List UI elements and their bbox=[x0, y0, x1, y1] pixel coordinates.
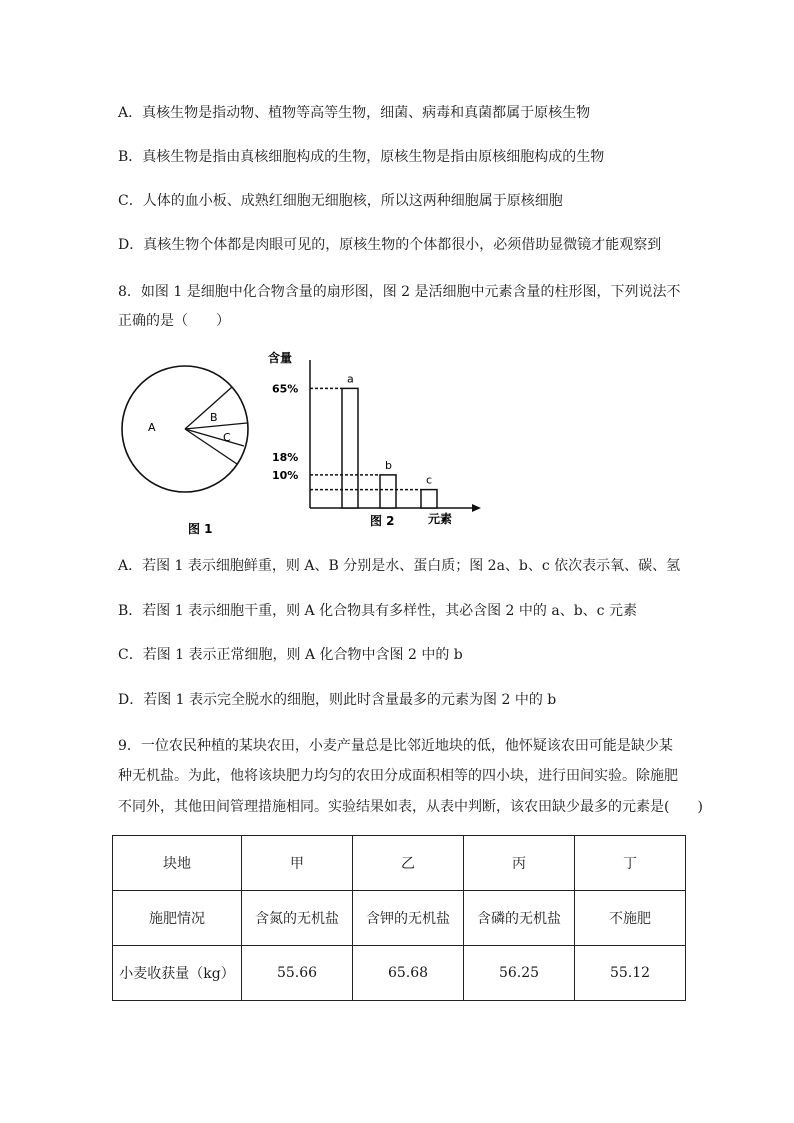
figure-2-bar-chart bbox=[268, 350, 481, 528]
table-cell: 55.12 bbox=[575, 946, 686, 1001]
x-axis-arrow bbox=[472, 504, 481, 512]
table-row bbox=[113, 891, 686, 946]
q7-option-a: A．真核生物是指动物、植物等高等生物，细菌、病毒和真菌都属于原核生物 bbox=[118, 105, 591, 121]
q7-option-d: D．真核生物个体都是肉眼可见的，原核生物的个体都很小，必须借助显微镜才能观察到 bbox=[118, 237, 662, 253]
table-cell: 含钾的无机盐 bbox=[353, 891, 464, 946]
figure-group bbox=[110, 340, 490, 540]
pie-label-a: A bbox=[148, 421, 156, 434]
table-row bbox=[113, 946, 686, 1001]
bar-b bbox=[380, 475, 396, 508]
bar-label-c: c bbox=[426, 473, 433, 487]
q9-stem-line-2: 种无机盐。为此，他将该块肥力均匀的农田分成面积相等的四小块，进行田间实验。除施肥 bbox=[118, 768, 678, 784]
table-cell: 乙 bbox=[353, 836, 464, 891]
q8-option-b: B．若图 1 表示细胞干重，则 A 化合物具有多样性，其必含图 2 中的 a、b、c 元素 bbox=[118, 603, 637, 619]
y-tick-label: 10% bbox=[272, 468, 299, 482]
table-cell: 丁 bbox=[575, 836, 686, 891]
q9-results-table bbox=[112, 835, 686, 1001]
table-cell: 小麦收获量（kg） bbox=[113, 946, 242, 1001]
bar-c bbox=[421, 490, 437, 508]
x-axis-label: 元素 bbox=[428, 512, 453, 526]
bar-label-b: b bbox=[385, 458, 392, 472]
q7-option-c: C．人体的血小板、成熟红细胞无细胞核，所以这两种细胞属于原核细胞 bbox=[118, 193, 563, 209]
q8-option-c: C．若图 1 表示正常细胞，则 A 化合物中含图 2 中的 b bbox=[118, 647, 463, 663]
figures-svg bbox=[110, 340, 490, 540]
bar-label-a: a bbox=[347, 372, 354, 386]
table-cell: 56.25 bbox=[464, 946, 575, 1001]
q8-stem-line-1: 8．如图 1 是细胞中化合物含量的扇形图，图 2 是活细胞中元素含量的柱形图，下列说法不 bbox=[118, 284, 681, 300]
q8-option-a: A．若图 1 表示细胞鲜重，则 A、B 分别是水、蛋白质；图 2a、b、c 依次表示氧、碳、氢 bbox=[118, 558, 681, 574]
y-tick-label: 65% bbox=[272, 382, 299, 396]
q8-stem-line-2: 正确的是（ ） bbox=[118, 313, 230, 329]
table-row bbox=[113, 836, 686, 891]
figure-1-pie bbox=[122, 366, 248, 536]
figure-1-caption: 图 1 bbox=[188, 522, 213, 536]
table-cell: 块地 bbox=[113, 836, 242, 891]
table-cell: 55.66 bbox=[242, 946, 353, 1001]
figure-2-caption: 图 2 bbox=[370, 514, 395, 528]
y-axis-label: 含量 bbox=[268, 351, 293, 365]
table-cell: 施肥情况 bbox=[113, 891, 242, 946]
table-cell: 含磷的无机盐 bbox=[464, 891, 575, 946]
q9-stem-line-1: 9．一位农民种植的某块农田，小麦产量总是比邻近地块的低，他怀疑该农田可能是缺少某 bbox=[118, 738, 673, 754]
table-cell: 甲 bbox=[242, 836, 353, 891]
table-cell: 不施肥 bbox=[575, 891, 686, 946]
table-cell: 丙 bbox=[464, 836, 575, 891]
y-tick-label: 18% bbox=[272, 450, 299, 464]
table-cell: 65.68 bbox=[353, 946, 464, 1001]
q7-option-b: B．真核生物是指由真核细胞构成的生物，原核生物是指由原核细胞构成的生物 bbox=[118, 149, 605, 165]
q9-stem-line-3: 不同外，其他田间管理措施相同。实验结果如表，从表中判断，该农田缺少最多的元素是( ) bbox=[118, 799, 703, 815]
q8-option-d: D．若图 1 表示完全脱水的细胞，则此时含量最多的元素为图 2 中的 b bbox=[118, 692, 557, 708]
table-cell: 含氮的无机盐 bbox=[242, 891, 353, 946]
pie-label-b: B bbox=[210, 411, 218, 424]
pie-label-c: C bbox=[223, 431, 231, 444]
